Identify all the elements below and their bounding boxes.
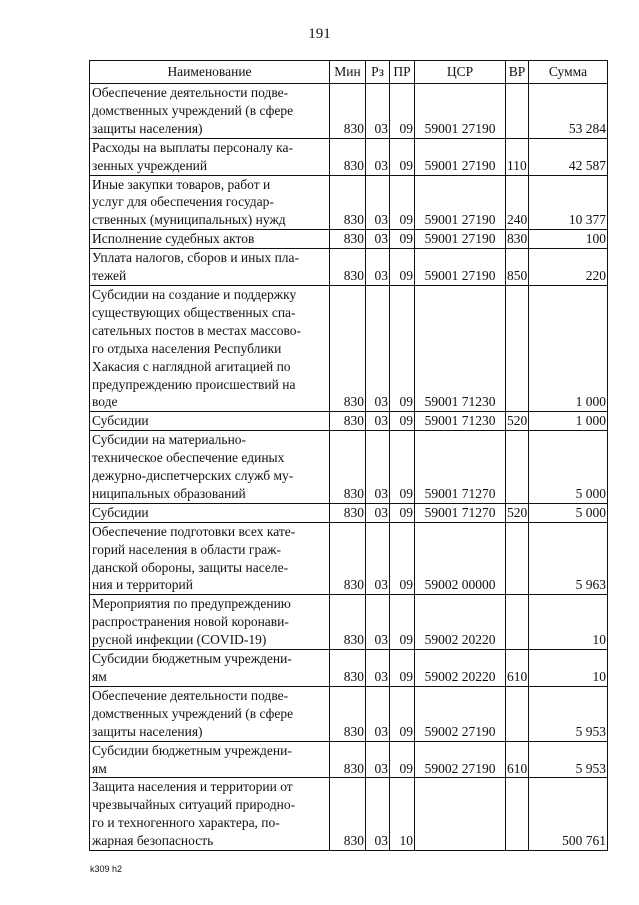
row-name-line: Мероприятия по предупреждению <box>92 596 291 612</box>
row-name-line: Обеспечение деятельности подве- <box>92 85 289 100</box>
row-pr: 09 <box>390 230 415 249</box>
row-name-line: защиты населения) <box>92 120 203 136</box>
table-row <box>90 285 608 411</box>
table-row <box>90 595 608 650</box>
row-pr: 09 <box>390 285 415 411</box>
table-row <box>90 503 608 522</box>
table-row <box>90 412 608 431</box>
row-name-line: Обеспечение деятельности подве- <box>92 687 289 703</box>
row-csr: 59001 27190 <box>415 138 506 175</box>
row-name <box>90 595 330 650</box>
table-row <box>90 249 608 286</box>
row-name <box>90 249 330 286</box>
row-name-line: Субсидии на создание и поддержку <box>92 286 297 302</box>
table-row <box>90 431 608 504</box>
row-name-line: дежурно-диспетчерских служб му- <box>92 468 294 484</box>
row-min: 830 <box>330 741 366 778</box>
row-sum: 5 953 <box>529 741 608 778</box>
row-rz: 03 <box>366 230 390 249</box>
row-name-line: данской обороны, защиты населе- <box>92 559 289 575</box>
row-sum: 53 284 <box>529 84 608 139</box>
row-name-line: Расходы на выплаты персоналу ка- <box>92 139 293 155</box>
row-min: 830 <box>330 175 366 230</box>
row-csr <box>415 778 506 851</box>
row-pr: 09 <box>390 84 415 139</box>
header-sum: Сумма <box>529 61 608 84</box>
row-vr: 850 <box>506 249 529 286</box>
row-pr: 09 <box>390 741 415 778</box>
row-sum: 5 963 <box>529 522 608 595</box>
header-csr: ЦСР <box>415 61 506 84</box>
row-name <box>90 778 330 851</box>
row-min: 830 <box>330 230 366 249</box>
row-name <box>90 84 330 139</box>
row-name-line: домственных учреждений (в сфере <box>92 705 294 721</box>
row-pr: 09 <box>390 522 415 595</box>
row-vr <box>506 778 529 851</box>
row-name-line: Иные закупки товаров, работ и <box>92 176 271 192</box>
row-vr <box>506 285 529 411</box>
table-body <box>90 84 608 851</box>
row-rz: 03 <box>366 249 390 286</box>
row-sum: 1 000 <box>529 285 608 411</box>
row-name-line: существующих общественных спа- <box>92 304 296 320</box>
row-name-line: Субсидии на материально- <box>92 432 247 448</box>
row-name-line: горий населения в области граж- <box>92 541 282 557</box>
row-rz: 03 <box>366 431 390 504</box>
row-name-line: зенных учреждений <box>92 157 208 173</box>
row-sum: 10 <box>529 650 608 687</box>
row-vr: 110 <box>506 138 529 175</box>
row-pr: 09 <box>390 175 415 230</box>
row-pr: 09 <box>390 650 415 687</box>
table-row <box>90 778 608 851</box>
row-pr: 09 <box>390 138 415 175</box>
row-name-line: жарная безопасность <box>92 833 214 849</box>
row-name-line: го отдыха населения Республики <box>92 340 282 356</box>
row-csr: 59001 27190 <box>415 230 506 249</box>
row-name <box>90 522 330 595</box>
row-min: 830 <box>330 138 366 175</box>
row-sum: 220 <box>529 249 608 286</box>
row-name <box>90 412 330 431</box>
row-name-line: Обеспечение подготовки всех кате- <box>92 523 296 539</box>
row-pr: 09 <box>390 595 415 650</box>
table-row <box>90 84 608 139</box>
footer-code: k309 h2 <box>90 864 123 874</box>
row-rz: 03 <box>366 138 390 175</box>
row-rz: 03 <box>366 595 390 650</box>
row-sum: 1 000 <box>529 412 608 431</box>
row-name-line: ям <box>92 760 107 776</box>
row-csr: 59002 27190 <box>415 686 506 741</box>
row-csr: 59001 27190 <box>415 249 506 286</box>
row-sum: 500 761 <box>529 778 608 851</box>
table-header-row <box>90 61 608 84</box>
row-vr: 610 <box>506 741 529 778</box>
row-name <box>90 175 330 230</box>
row-min: 830 <box>330 285 366 411</box>
row-rz: 03 <box>366 778 390 851</box>
row-vr: 520 <box>506 412 529 431</box>
row-name <box>90 138 330 175</box>
row-min: 830 <box>330 412 366 431</box>
row-csr: 59001 71270 <box>415 503 506 522</box>
row-name <box>90 230 330 249</box>
row-name-line: Субсидии бюджетным учреждени- <box>92 651 292 667</box>
row-rz: 03 <box>366 522 390 595</box>
row-name <box>90 741 330 778</box>
row-name-line: домственных учреждений (в сфере <box>92 102 294 118</box>
table-row <box>90 686 608 741</box>
row-rz: 03 <box>366 503 390 522</box>
row-csr: 59001 71230 <box>415 285 506 411</box>
row-min: 830 <box>330 650 366 687</box>
table-row <box>90 741 608 778</box>
row-name-line: предупреждению происшествий на <box>92 376 296 392</box>
row-name <box>90 285 330 411</box>
header-min: Мин <box>330 61 366 84</box>
row-name-line: Уплата налогов, сборов и иных пла- <box>92 250 300 266</box>
row-name-line: Субсидии бюджетным учреждени- <box>92 742 292 758</box>
row-pr: 10 <box>390 778 415 851</box>
row-name-line: чрезвычайных ситуаций природно- <box>92 797 296 813</box>
row-pr: 09 <box>390 431 415 504</box>
row-pr: 09 <box>390 503 415 522</box>
row-name-line: тежей <box>92 268 127 284</box>
row-vr <box>506 431 529 504</box>
row-rz: 03 <box>366 650 390 687</box>
row-name-line: ния и территорий <box>92 577 193 593</box>
row-name <box>90 650 330 687</box>
row-rz: 03 <box>366 412 390 431</box>
row-sum: 10 377 <box>529 175 608 230</box>
budget-table <box>89 60 608 851</box>
row-min: 830 <box>330 249 366 286</box>
row-name-line: ственных (муниципальных) нужд <box>92 212 286 228</box>
row-sum: 5 000 <box>529 503 608 522</box>
header-name: Наименование <box>90 61 330 84</box>
row-sum: 5 000 <box>529 431 608 504</box>
row-name <box>90 503 330 522</box>
row-sum: 5 953 <box>529 686 608 741</box>
row-csr: 59001 71270 <box>415 431 506 504</box>
row-min: 830 <box>330 503 366 522</box>
row-sum: 10 <box>529 595 608 650</box>
row-min: 830 <box>330 686 366 741</box>
row-vr <box>506 522 529 595</box>
row-csr: 59002 27190 <box>415 741 506 778</box>
row-min: 830 <box>330 431 366 504</box>
row-name-line: ниципальных образований <box>92 485 246 501</box>
header-rz: Рз <box>366 61 390 84</box>
row-name-line: Защита населения и территории от <box>92 779 293 795</box>
row-name-line: воде <box>92 394 118 410</box>
row-rz: 03 <box>366 175 390 230</box>
row-name-line: защиты населения) <box>92 723 203 739</box>
header-pr: ПР <box>390 61 415 84</box>
table-row <box>90 230 608 249</box>
row-csr: 59002 20220 <box>415 650 506 687</box>
row-pr: 09 <box>390 249 415 286</box>
row-sum: 42 587 <box>529 138 608 175</box>
row-name-line: Субсидии <box>92 504 149 520</box>
row-rz: 03 <box>366 285 390 411</box>
row-name-line: Хакасия с наглядной агитацией по <box>92 358 291 374</box>
row-pr: 09 <box>390 686 415 741</box>
row-min: 830 <box>330 522 366 595</box>
row-csr: 59002 00000 <box>415 522 506 595</box>
row-csr: 59001 27190 <box>415 84 506 139</box>
table-row <box>90 650 608 687</box>
row-csr: 59001 27190 <box>415 175 506 230</box>
row-name <box>90 686 330 741</box>
row-rz: 03 <box>366 84 390 139</box>
row-min: 830 <box>330 84 366 139</box>
row-vr: 610 <box>506 650 529 687</box>
row-csr: 59002 20220 <box>415 595 506 650</box>
table-row <box>90 138 608 175</box>
row-name-line: сательных постов в местах массово- <box>92 322 302 338</box>
row-name-line: техническое обеспечение единых <box>92 450 285 466</box>
page-number: 191 <box>308 26 331 42</box>
table-row <box>90 522 608 595</box>
row-name-line: Исполнение судебных актов <box>92 231 255 247</box>
row-name-line: ям <box>92 669 107 684</box>
row-min: 830 <box>330 778 366 851</box>
row-rz: 03 <box>366 741 390 778</box>
row-vr <box>506 595 529 650</box>
row-name-line: Субсидии <box>92 413 149 429</box>
row-name-line: услуг для обеспечения государ- <box>92 194 274 210</box>
row-csr: 59001 71230 <box>415 412 506 431</box>
row-name-line: го и техногенного характера, по- <box>92 815 280 831</box>
row-name-line: распространения новой коронави- <box>92 614 289 630</box>
table-row <box>90 175 608 230</box>
row-min: 830 <box>330 595 366 650</box>
row-rz: 03 <box>366 686 390 741</box>
row-name-line: русной инфекции (COVID-19) <box>92 632 267 648</box>
row-sum: 100 <box>529 230 608 249</box>
row-vr: 830 <box>506 230 529 249</box>
row-vr: 240 <box>506 175 529 230</box>
header-vr: ВР <box>506 61 529 84</box>
row-pr: 09 <box>390 412 415 431</box>
row-vr <box>506 84 529 139</box>
row-name <box>90 431 330 504</box>
row-vr: 520 <box>506 503 529 522</box>
row-vr <box>506 686 529 741</box>
